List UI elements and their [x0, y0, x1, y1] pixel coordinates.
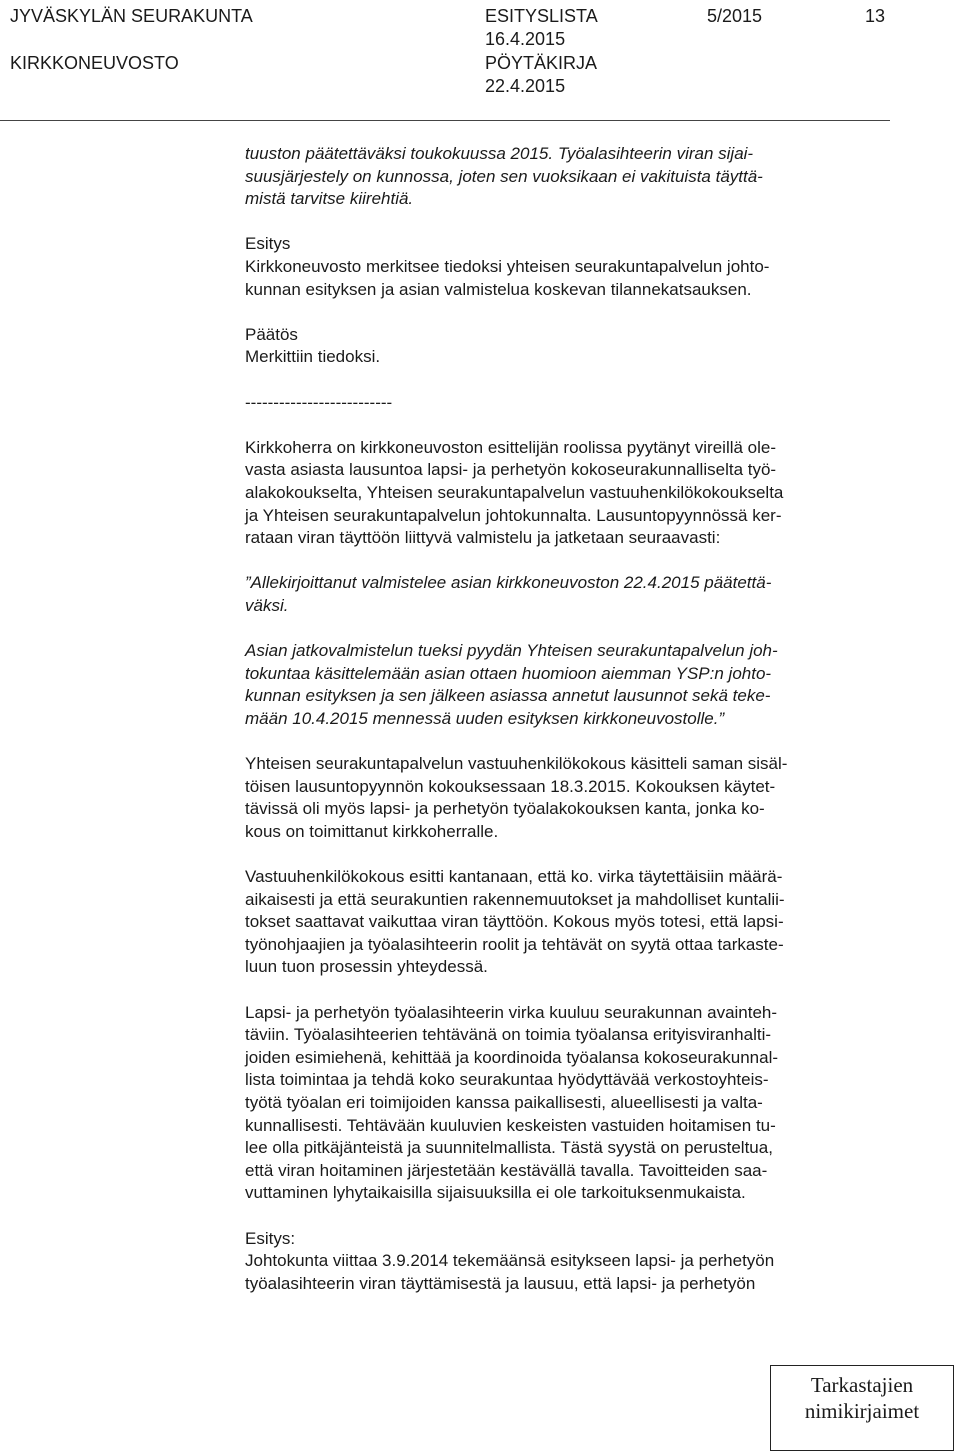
paragraph-role: Lapsi- ja perhetyön työalasihteerin virka kuuluu seurakunnan avainteh- täviin. Työalasihteerien tehtävänä on toimia työalansa erityisviranhalti- joiden esimiehenä, kehittää ja koordinoida työalansa kokoseurakunnal- lista toimintaa ja tehdä koko seurakuntaa hyödyttävää verkostoyhteis- työtä työalan eri toimijoiden kanssa paikallisesti, alueellisesti ja valta- kunnallisesti. Tehtävään kuuluvien keskeisten vastuiden hoitamisen tu- lee olla pitkäjänteistä ja suunnitelmallista. Tästä syystä on perusteltua, että viran hoitaminen järjestetään kestävällä tavalla. Tavoitteiden saa- vuttaminen lyhytaikaisilla sijaisuuksilla ei ole tarkoituksenmukaista. — [245, 1002, 779, 1203]
paragraph-meeting: Yhteisen seurakuntapalvelun vastuuhenkilökokous käsitteli saman sisäl- töisen lausuntopyynnön kokouksessaan 18.3.2015. Kokouksen käytet- tävissä oli myös lapsi- ja perhetyön työalakokouksen kanta, jonka ko- kous on toimittanut kirkkoherralle. — [245, 754, 788, 841]
document-body — [245, 143, 895, 1295]
initials-label-1: Tarkastajien — [810, 1373, 914, 1397]
paragraph-continuation: tuuston päätettäväksi toukokuussa 2015. Työalasihteerin viran sijai- suusjärjestely on kunnossa, joten sen vuoksikaan ei vakituista täyttä- mistä tarvitse kiirehtiä. — [245, 144, 763, 209]
doc-type-minutes: PÖYTÄKIRJA — [485, 53, 598, 73]
section-esitys: Esitys Kirkkoneuvosto merkitsee tiedoksi yhteisen seurakuntapalvelun johto- kunnan esityksen ja asian valmistelua koskevan tilannekatsauksen. — [245, 233, 895, 301]
paragraph-position: Vastuuhenkilökokous esitti kantanaan, että ko. virka täytettäisiin määrä- aikaisesti ja että seurakuntien rakennemuutokset ja mahdolliset kuntalii- tokset saattavat vaikuttaa viran täyttöön. Kokous myös totesi, että lapsi- työnohjaajien ja työalasihteerin roolit ja tehtävät on syytä ottaa tarkaste- luun tuon prosessin yhteydessä. — [245, 867, 785, 977]
page-number: 13 — [865, 6, 886, 26]
minutes-date: 22.4.2015 — [485, 76, 566, 96]
esitys2-heading: Esitys: — [245, 1228, 296, 1248]
body-name: KIRKKONEUVOSTO — [10, 53, 179, 73]
esitys-heading: Esitys — [245, 234, 291, 254]
meeting-number: 5/2015 — [707, 6, 763, 26]
paragraph-request: Kirkkoherra on kirkkoneuvoston esittelijän roolissa pyytänyt vireillä ole- vasta asiasta lausuntoa lapsi- ja perhetyön kokoseurakunnalliselta työ- alakokoukselta, Yhteisen seurakuntapalvelun vastuuhenkilökokoukselta ja Yhteisen seurakuntapalvelun johtokunnalta. Lausuntopyynnössä ker- rataan viran täyttöön liittyvä valmistelu ja jatketaan seuraavasti: — [245, 437, 784, 548]
divider-line: -------------------------- — [245, 392, 393, 412]
doc-type-agenda: ESITYSLISTA — [485, 6, 598, 26]
org-name: JYVÄSKYLÄN SEURAKUNTA — [10, 6, 253, 26]
section-esitys-2: Esitys: Johtokunta viittaa 3.9.2014 tekemäänsä esitykseen lapsi- ja perhetyön työalasihteerin viran täyttämisestä ja lausuu, että lapsi- ja perhetyön — [245, 1228, 895, 1296]
agenda-date: 16.4.2015 — [485, 29, 566, 49]
initials-box — [770, 1365, 954, 1451]
page-header — [0, 4, 960, 122]
header-rule — [0, 120, 890, 121]
paatos-text: Merkittiin tiedoksi. — [245, 347, 381, 367]
quote-paragraph-2: Asian jatkovalmistelun tueksi pyydän Yhteisen seurakuntapalvelun joh- tokuntaa käsittelemään asian ottaen huomioon aiemman YSP:n johto- kunnan esityksen ja sen jälkeen asiassa annetut lausunnot sekä teke- mään 10.4.2015 mennessä uuden esityksen kirkkoneuvostolle.” — [245, 641, 778, 728]
quote-paragraph-1: ”Allekirjoittanut valmistelee asian kirkkoneuvoston 22.4.2015 päätettä- väksi. — [245, 573, 772, 615]
section-paatos — [245, 324, 895, 369]
paatos-heading: Päätös — [245, 324, 298, 344]
initials-label-2: nimikirjaimet — [804, 1399, 920, 1423]
